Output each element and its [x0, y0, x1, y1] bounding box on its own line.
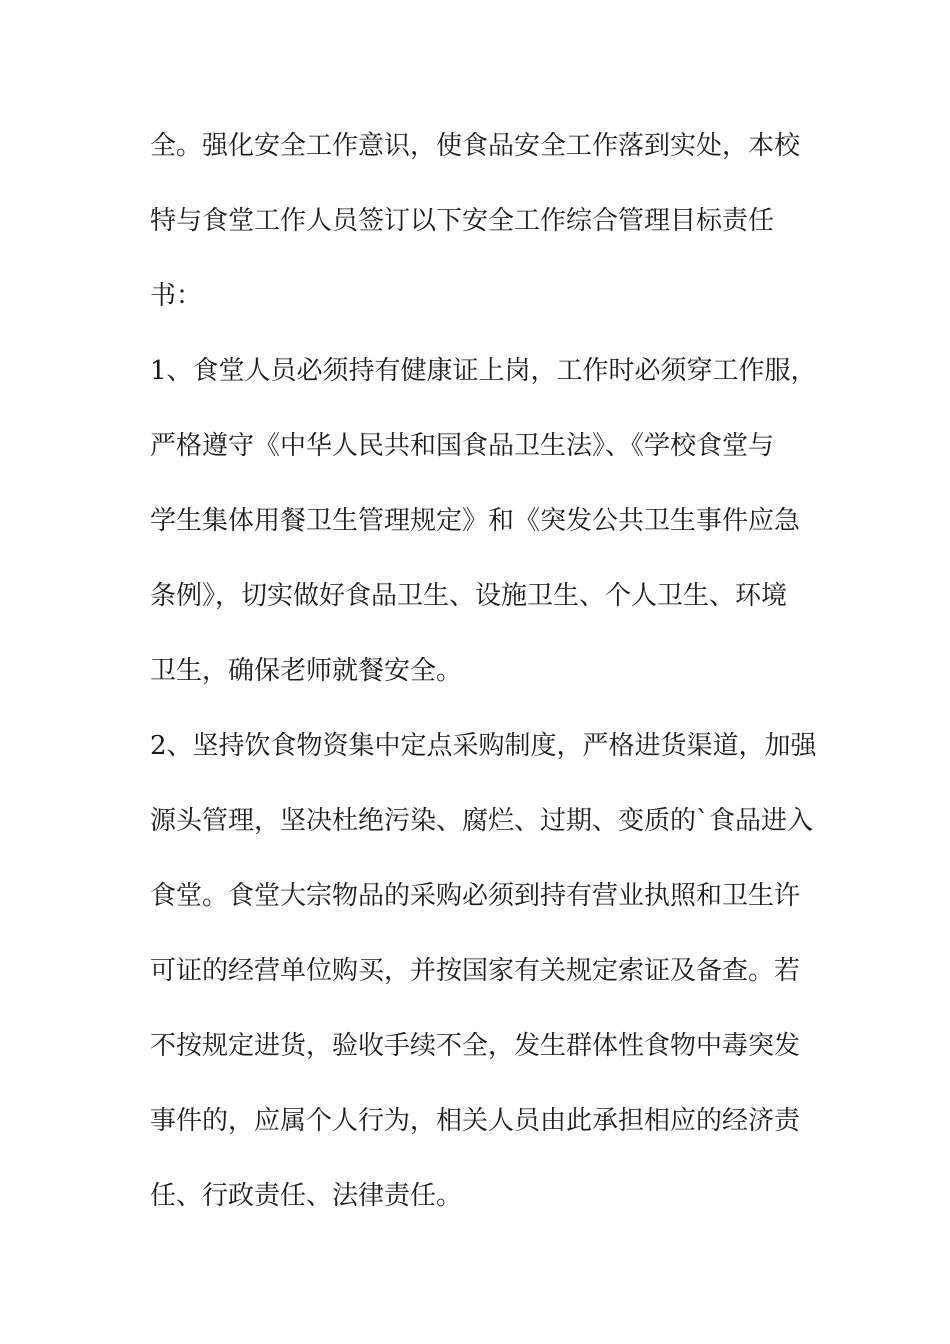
text-line: 严格遵守《中华人民共和国食品卫生法》、《学校食堂与: [150, 431, 775, 461]
text-line: 学生集体用餐卫生管理规定》和《突发公共卫生事件应急: [150, 506, 801, 536]
text-line: 特与食堂工作人员签订以下安全工作综合管理目标责任: [150, 206, 775, 236]
text-line: 1、食堂人员必须持有健康证上岗，工作时必须穿工作服，: [150, 356, 817, 386]
text-line: 2、坚持饮食物资集中定点采购制度，严格进货渠道，加强: [150, 731, 817, 761]
document-body: [150, 128, 817, 1253]
text-line: 卫生，确保老师就餐安全。: [150, 656, 463, 686]
text-line: 可证的经营单位购买，并按国家有关规定索证及备查。若: [150, 956, 801, 986]
text-line: 源头管理，坚决杜绝污染、腐烂、过期、变质的`食品进入: [150, 806, 814, 836]
text-line: 不按规定进货，验收手续不全，发生群体性食物中毒突发: [150, 1031, 801, 1061]
text-line: 食堂。食堂大宗物品的采购必须到持有营业执照和卫生许: [150, 881, 801, 911]
text-line: 全。强化安全工作意识，使食品安全工作落到实处，本校: [150, 131, 801, 161]
text-line: 任、行政责任、法律责任。: [150, 1181, 463, 1211]
text-line: 条例》，切实做好食品卫生、设施卫生、个人卫生、环境: [150, 581, 788, 611]
text-line: 事件的，应属个人行为，相关人员由此承担相应的经济责: [150, 1106, 801, 1136]
text-line: 书：: [150, 281, 203, 311]
